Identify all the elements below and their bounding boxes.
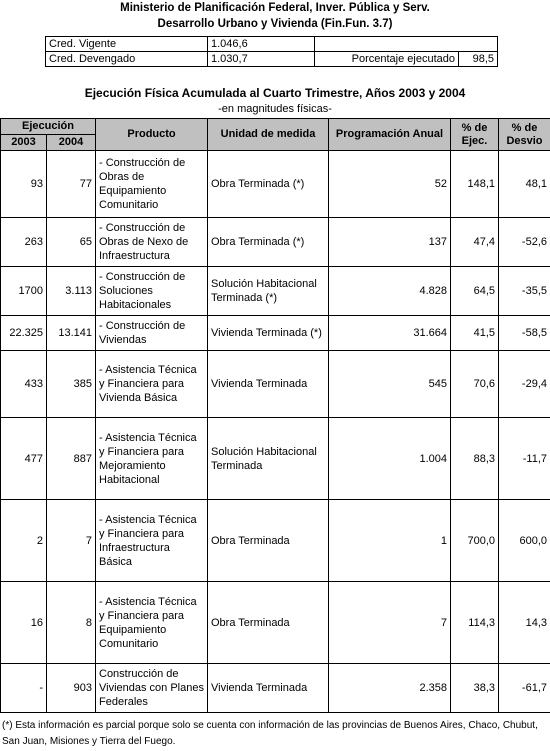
cell-programacion: 4.828 (329, 267, 451, 316)
ministry-subtitle: Desarrollo Urbano y Vivienda (Fin.Fun. 3.7) (157, 18, 393, 30)
empty-cell (315, 37, 498, 52)
cell-unidad: Solución Habitacional Terminada (*) (208, 267, 329, 316)
cell-programacion: 1 (329, 500, 451, 582)
cell-programacion: 31.664 (329, 316, 451, 351)
header-unidad: Unidad de medida (208, 119, 329, 151)
header-2003: 2003 (1, 135, 47, 151)
cell-pct-desvio: 600,0 (499, 500, 550, 582)
cell-pct-ejec: 41,5 (451, 316, 499, 351)
table-row (1, 664, 550, 713)
credit-summary-row (46, 37, 498, 52)
cell-pct-ejec: 64,5 (451, 267, 499, 316)
cell-programacion: 2.358 (329, 664, 451, 713)
cell-2003: 477 (1, 418, 47, 500)
cell-producto: - Construcción de Soluciones Habitacionales (96, 267, 208, 316)
table-row (1, 418, 550, 500)
cell-unidad: Vivienda Terminada (*) (208, 316, 329, 351)
cell-pct-ejec: 70,6 (451, 351, 499, 418)
cell-pct-ejec: 700,0 (451, 500, 499, 582)
cell-pct-desvio: -29,4 (499, 351, 550, 418)
cell-unidad: Solución Habitacional Terminada (208, 418, 329, 500)
cell-pct-ejec: 148,1 (451, 151, 499, 218)
credit-summary-table (45, 36, 498, 67)
table-row (1, 218, 550, 267)
credit-summary-row (46, 52, 498, 67)
cell-pct-desvio: 14,3 (499, 582, 550, 664)
header-pct-desvio: % de Desvio (499, 119, 550, 151)
cell-2004: 13.141 (47, 316, 96, 351)
cred-devengado-label: Cred. Devengado (46, 52, 208, 67)
cell-pct-desvio: 48,1 (499, 151, 550, 218)
cell-programacion: 137 (329, 218, 451, 267)
header-row (1, 119, 550, 135)
cell-pct-ejec: 38,3 (451, 664, 499, 713)
cell-producto: - Asistencia Técnica y Financiera para Equipamiento Comunitario (96, 582, 208, 664)
cell-pct-desvio: -35,5 (499, 267, 550, 316)
table-row (1, 316, 550, 351)
report-title: Ejecución Física Acumulada al Cuarto Trimestre, Años 2003 y 2004 (84, 86, 466, 100)
cell-2003: 2 (1, 500, 47, 582)
cell-2004: 3.113 (47, 267, 96, 316)
cell-unidad: Obra Terminada (*) (208, 151, 329, 218)
cell-programacion: 52 (329, 151, 451, 218)
table-row (1, 351, 550, 418)
cell-unidad: Obra Terminada (208, 500, 329, 582)
cell-2004: 77 (47, 151, 96, 218)
table-row (1, 151, 550, 218)
cell-2004: 65 (47, 218, 96, 267)
cell-pct-desvio: -61,7 (499, 664, 550, 713)
cred-vigente-value: 1.046,6 (208, 37, 315, 52)
cell-producto: - Construcción de Obras de Equipamiento Comunitario (96, 151, 208, 218)
footnote: (*) Esta información es parcial porque solo se cuenta con información de las provincias de Buenos Aires, Chaco, Chubut, San Juan, Misiones y Tierra del Fuego. (2, 720, 538, 747)
header-programacion: Programación Anual (329, 119, 451, 151)
ministry-title: Ministerio de Planificación Federal, Inver. Pública y Serv. (120, 2, 430, 14)
cell-pct-ejec: 88,3 (451, 418, 499, 500)
cell-programacion: 7 (329, 582, 451, 664)
cell-2003: 433 (1, 351, 47, 418)
cell-2004: 887 (47, 418, 96, 500)
table-row (1, 582, 550, 664)
table-row (1, 500, 550, 582)
cell-producto: - Construcción de Obras de Nexo de Infraestructura (96, 218, 208, 267)
cell-2003: - (1, 664, 47, 713)
cred-vigente-label: Cred. Vigente (46, 37, 208, 52)
header-producto: Producto (96, 119, 208, 151)
cell-pct-desvio: -11,7 (499, 418, 550, 500)
cell-2004: 8 (47, 582, 96, 664)
cell-2003: 1700 (1, 267, 47, 316)
cred-devengado-value: 1.030,7 (208, 52, 315, 67)
cell-pct-ejec: 47,4 (451, 218, 499, 267)
cell-producto: Construcción de Viviendas con Planes Federales (96, 664, 208, 713)
header-pct-ejec: % de Ejec. (451, 119, 499, 151)
header-ejecucion: Ejecución (1, 119, 96, 135)
cell-pct-ejec: 114,3 (451, 582, 499, 664)
cell-producto: - Asistencia Técnica y Financiera para Infraestructura Básica (96, 500, 208, 582)
cell-pct-desvio: -58,5 (499, 316, 550, 351)
cell-2003: 93 (1, 151, 47, 218)
header-2004: 2004 (47, 135, 96, 151)
table-row (1, 267, 550, 316)
execution-table (0, 118, 550, 713)
cell-2003: 16 (1, 582, 47, 664)
cell-programacion: 1.004 (329, 418, 451, 500)
porcentaje-label: Porcentaje ejecutado (315, 52, 459, 67)
cell-producto: - Asistencia Técnica y Financiera para Vivienda Básica (96, 351, 208, 418)
cell-2004: 903 (47, 664, 96, 713)
cell-unidad: Vivienda Terminada (208, 351, 329, 418)
cell-producto: - Asistencia Técnica y Financiera para Mejoramiento Habitacional (96, 418, 208, 500)
report-subtitle: -en magnitudes físicas- (218, 103, 332, 115)
cell-unidad: Obra Terminada (208, 582, 329, 664)
porcentaje-value: 98,5 (459, 52, 498, 67)
cell-unidad: Vivienda Terminada (208, 664, 329, 713)
cell-pct-desvio: -52,6 (499, 218, 550, 267)
cell-unidad: Obra Terminada (*) (208, 218, 329, 267)
cell-2004: 7 (47, 500, 96, 582)
cell-programacion: 545 (329, 351, 451, 418)
cell-2003: 22.325 (1, 316, 47, 351)
cell-2003: 263 (1, 218, 47, 267)
cell-2004: 385 (47, 351, 96, 418)
cell-producto: - Construcción de Viviendas (96, 316, 208, 351)
